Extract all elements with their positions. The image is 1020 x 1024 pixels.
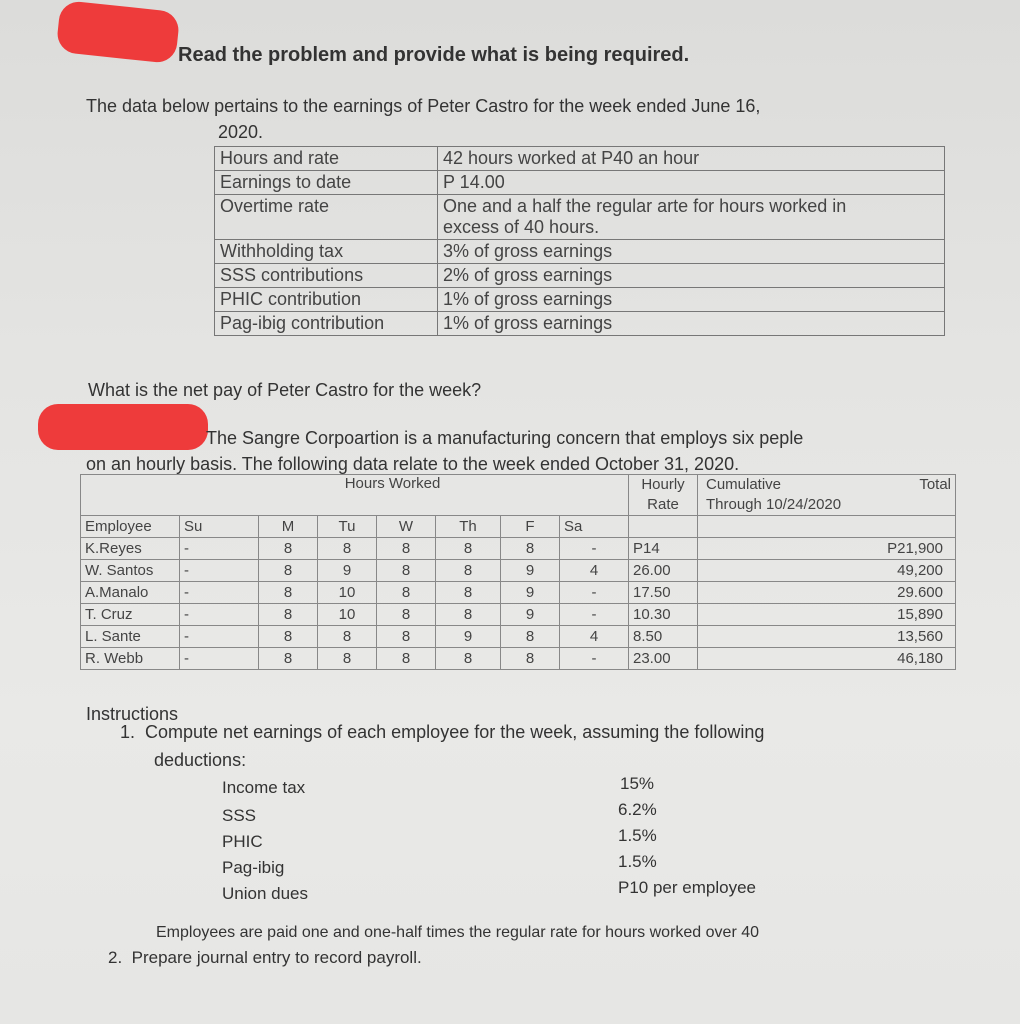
- cumulative-total: 46,180: [698, 648, 956, 670]
- day-hours: 8: [259, 604, 318, 626]
- cumulative-total: 29.600: [698, 582, 956, 604]
- table-row: [215, 195, 945, 240]
- cumulative-total: P21,900: [698, 538, 956, 560]
- day-hours: -: [180, 538, 259, 560]
- day-hours: 8: [259, 582, 318, 604]
- day-hours: 9: [318, 560, 377, 582]
- employee-name: W. Santos: [81, 560, 180, 582]
- day-hours: 8: [259, 538, 318, 560]
- table-row: [81, 626, 956, 648]
- row-label: SSS contributions: [215, 264, 438, 288]
- row-value: P 14.00: [438, 171, 945, 195]
- row-label: Withholding tax: [215, 240, 438, 264]
- deduction-value: 1.5%: [618, 826, 657, 845]
- row-value-cont: excess of 40 hours.: [443, 217, 600, 237]
- cumulative-total: 15,890: [698, 604, 956, 626]
- day-hours: 8: [436, 604, 501, 626]
- day-hours: 9: [501, 560, 560, 582]
- row-value: 1% of gross earnings: [438, 312, 945, 336]
- table-row: [215, 264, 945, 288]
- day-hours: 8: [436, 560, 501, 582]
- problem1-question: What is the net pay of Peter Castro for the week?: [88, 380, 482, 400]
- day-hours: 8: [318, 538, 377, 560]
- day-hours: 8: [436, 538, 501, 560]
- hourly-rate: 8.50: [629, 626, 698, 648]
- day-hours: 8: [377, 560, 436, 582]
- table-row: [81, 582, 956, 604]
- employee-name: T. Cruz: [81, 604, 180, 626]
- instructions-title: Instructions: [86, 704, 179, 724]
- problem1-intro-line2: 2020.: [218, 122, 264, 142]
- hours-worked-header: Hours Worked: [81, 475, 629, 516]
- instruction-1-line1: 1. Compute net earnings of each employee for the week, assuming the following: [120, 722, 765, 742]
- day-hours: 4: [560, 560, 629, 582]
- day-hours: 9: [436, 626, 501, 648]
- problem2-intro-line1: The Sangre Corpoartion is a manufacturing concern that employs six peple: [206, 428, 804, 448]
- table-row: [215, 147, 945, 171]
- row-value: 2% of gross earnings: [438, 264, 945, 288]
- day-hours: -: [180, 604, 259, 626]
- problem1-intro-line1: The data below pertains to the earnings of Peter Castro for the week ended June 16,: [86, 96, 761, 116]
- row-value: 1% of gross earnings: [438, 288, 945, 312]
- day-col-header: Tu: [318, 516, 377, 538]
- day-col-header: Sa: [560, 516, 629, 538]
- day-hours: -: [180, 648, 259, 670]
- deduction-value: 1.5%: [618, 852, 657, 871]
- day-hours: -: [180, 582, 259, 604]
- rate-header: Rate: [647, 496, 679, 513]
- row-value: 42 hours worked at P40 an hour: [438, 147, 945, 171]
- row-label: Hours and rate: [215, 147, 438, 171]
- day-col-header: M: [259, 516, 318, 538]
- table-row: [81, 648, 956, 670]
- employee-name: L. Sante: [81, 626, 180, 648]
- overtime-note: Employees are paid one and one-half times the regular rate for hours worked over 40: [156, 924, 760, 941]
- day-hours: 8: [377, 626, 436, 648]
- employee-name: A.Manalo: [81, 582, 180, 604]
- table-row: [81, 538, 956, 560]
- instruction-1-line2: deductions:: [154, 750, 247, 770]
- hourly-rate: P14: [629, 538, 698, 560]
- table-row: [81, 560, 956, 582]
- employee-col-header: Employee: [81, 516, 180, 538]
- total-header: Total: [919, 476, 951, 493]
- problem1-heading: Read the problem and provide what is being required.: [178, 44, 690, 66]
- day-hours: -: [560, 648, 629, 670]
- deduction-label: Union dues: [222, 884, 309, 903]
- row-label: Overtime rate: [215, 195, 438, 240]
- deduction-value: 15%: [620, 774, 655, 793]
- employee-name: K.Reyes: [81, 538, 180, 560]
- day-hours: 8: [501, 648, 560, 670]
- deduction-label: PHIC: [222, 832, 263, 851]
- row-label: PHIC contribution: [215, 288, 438, 312]
- day-hours: 8: [377, 648, 436, 670]
- table-row: [215, 288, 945, 312]
- day-hours: -: [560, 604, 629, 626]
- table-row: [81, 604, 956, 626]
- employee-name: R. Webb: [81, 648, 180, 670]
- row-value: One and a half the regular arte for hours worked in: [443, 196, 847, 216]
- day-hours: 10: [318, 582, 377, 604]
- deduction-value: P10 per employee: [618, 878, 756, 897]
- table-row: [215, 240, 945, 264]
- table-row: [215, 312, 945, 336]
- day-hours: 10: [318, 604, 377, 626]
- day-hours: 8: [377, 582, 436, 604]
- day-hours: -: [180, 626, 259, 648]
- day-hours: 8: [501, 538, 560, 560]
- day-col-header: Su: [180, 516, 259, 538]
- hours-worked-table: [80, 474, 956, 670]
- day-hours: -: [560, 538, 629, 560]
- day-hours: 8: [318, 648, 377, 670]
- deduction-label: SSS: [222, 806, 257, 825]
- redaction-mark-1: [56, 0, 181, 64]
- day-col-header: W: [377, 516, 436, 538]
- day-hours: 8: [318, 626, 377, 648]
- row-label: Earnings to date: [215, 171, 438, 195]
- hourly-header: Hourly: [641, 476, 685, 493]
- day-col-header: Th: [436, 516, 501, 538]
- hourly-rate: 23.00: [629, 648, 698, 670]
- day-col-header: F: [501, 516, 560, 538]
- day-hours: 8: [377, 604, 436, 626]
- hourly-rate: 17.50: [629, 582, 698, 604]
- cumulative-header: Cumulative: [706, 476, 782, 493]
- day-hours: -: [180, 560, 259, 582]
- day-hours: 8: [259, 648, 318, 670]
- day-hours: 8: [436, 582, 501, 604]
- through-header: Through 10/24/2020: [706, 496, 842, 513]
- hourly-rate: 26.00: [629, 560, 698, 582]
- row-label: Pag-ibig contribution: [215, 312, 438, 336]
- table-header-row: [81, 475, 956, 516]
- instruction-2: 2. Prepare journal entry to record payroll.: [108, 948, 422, 967]
- day-hours: 8: [259, 560, 318, 582]
- day-hours: 9: [501, 604, 560, 626]
- cumulative-total: 49,200: [698, 560, 956, 582]
- day-hours: 4: [560, 626, 629, 648]
- day-hours: 8: [377, 538, 436, 560]
- deduction-label: Income tax: [222, 778, 306, 797]
- cumulative-total: 13,560: [698, 626, 956, 648]
- row-value: 3% of gross earnings: [438, 240, 945, 264]
- day-hours: -: [560, 582, 629, 604]
- deduction-label: Pag-ibig: [222, 858, 285, 877]
- earnings-data-table: [214, 146, 945, 336]
- day-hours: 9: [501, 582, 560, 604]
- deduction-value: 6.2%: [618, 800, 657, 819]
- day-hours: 8: [259, 626, 318, 648]
- day-hours: 8: [436, 648, 501, 670]
- table-row: [215, 171, 945, 195]
- problem2-intro-line2: on an hourly basis. The following data relate to the week ended October 31, 2020.: [86, 454, 740, 474]
- redaction-mark-2: [38, 404, 208, 450]
- hourly-rate: 10.30: [629, 604, 698, 626]
- day-hours: 8: [501, 626, 560, 648]
- table-column-header-row: [81, 516, 956, 538]
